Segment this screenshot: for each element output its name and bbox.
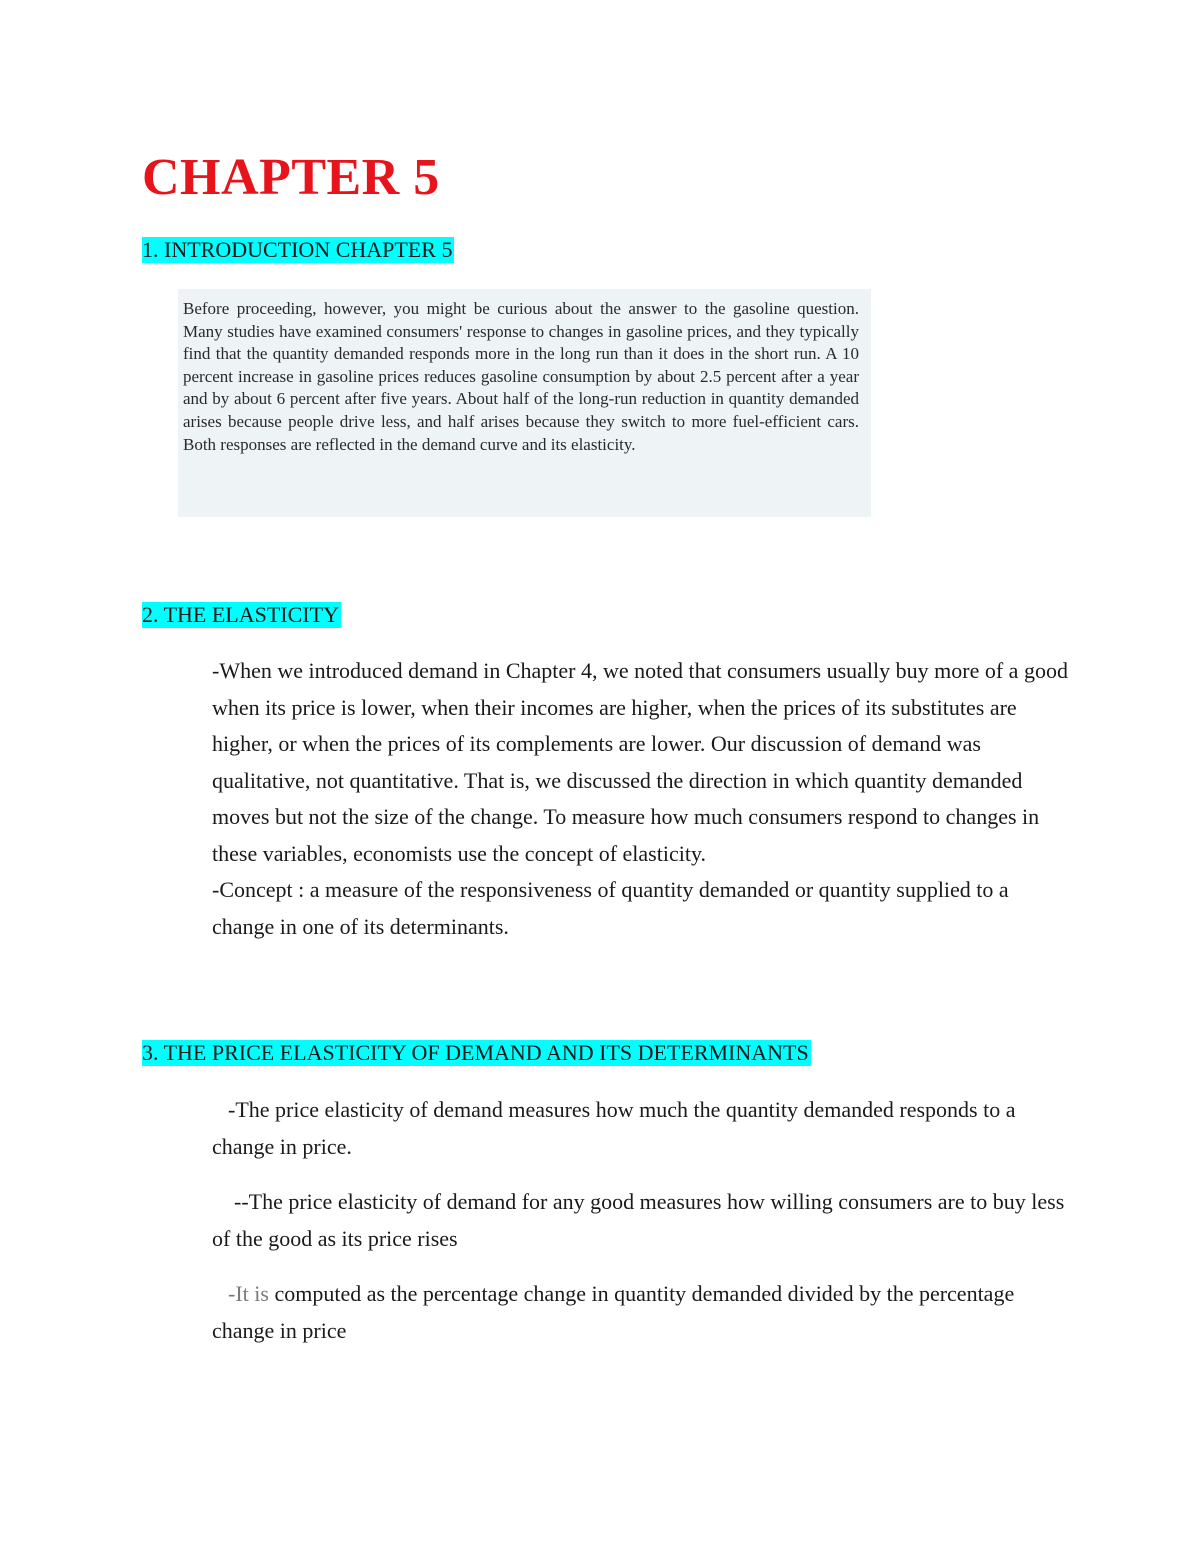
price-elasticity-measures-paragraph	[212, 1092, 1072, 1165]
paragraph-text	[212, 1276, 1072, 1349]
textbook-excerpt-image	[178, 289, 871, 517]
excerpt-text: Before proceeding, however, you might be curious about the answer to the gasoline question. Many studies have examined consumers' response to changes in gasoline prices, and they typically find that the quantity demanded responds more in the long run than it does in the short run. A 10 percent increase in gasoline prices reduces gasoline consumption by about 2.5 percent after a year and by about 6 percent after five years. About half of the long-run reduction in quantity demanded arises because people drive less, and half arises because they switch to more fuel-efficient cars. Both responses are reflected in the demand curve and its elasticity.	[183, 299, 859, 454]
heading-highlight: 2. THE ELASTICITY	[142, 602, 339, 627]
heading-highlight: 1. INTRODUCTION CHAPTER 5	[142, 237, 453, 262]
elasticity-body	[212, 653, 1072, 945]
paragraph-rest: computed as the percentage change in quantity demanded divided by the percentage change in price	[212, 1281, 1015, 1343]
heading-highlight: 3. THE PRICE ELASTICITY OF DEMAND AND ITS DETERMINANTS	[142, 1040, 809, 1065]
elasticity-paragraph: -When we introduced demand in Chapter 4, we noted that consumers usually buy more of a good when its price is lower, when their incomes are higher, when the prices of its substitutes are higher, or when the prices of its complements are lower. Our discussion of demand was qualitative, not quantitative. That is, we discussed the direction in which quantity demanded moves but not the size of the change. To measure how much consumers respond to changes in these variables, economists use the concept of elasticity.	[212, 658, 1068, 866]
section-heading-elasticity	[142, 600, 341, 630]
section-heading-introduction	[142, 235, 454, 265]
price-elasticity-computed-paragraph	[212, 1276, 1072, 1349]
concept-paragraph: -Concept : a measure of the responsiveness of quantity demanded or quantity supplied to a change in one of its determinants.	[212, 877, 1009, 939]
chapter-title: CHAPTER 5	[142, 149, 440, 206]
paragraph-prefix: -It is	[228, 1281, 269, 1306]
paragraph-text: --The price elasticity of demand for any good measures how willing consumers are to buy less of the good as its price rises	[212, 1189, 1065, 1251]
paragraph-text: -The price elasticity of demand measures how much the quantity demanded responds to a change in price.	[212, 1097, 1016, 1159]
price-elasticity-willing-paragraph	[212, 1184, 1072, 1257]
section-heading-price-elasticity	[142, 1038, 811, 1068]
